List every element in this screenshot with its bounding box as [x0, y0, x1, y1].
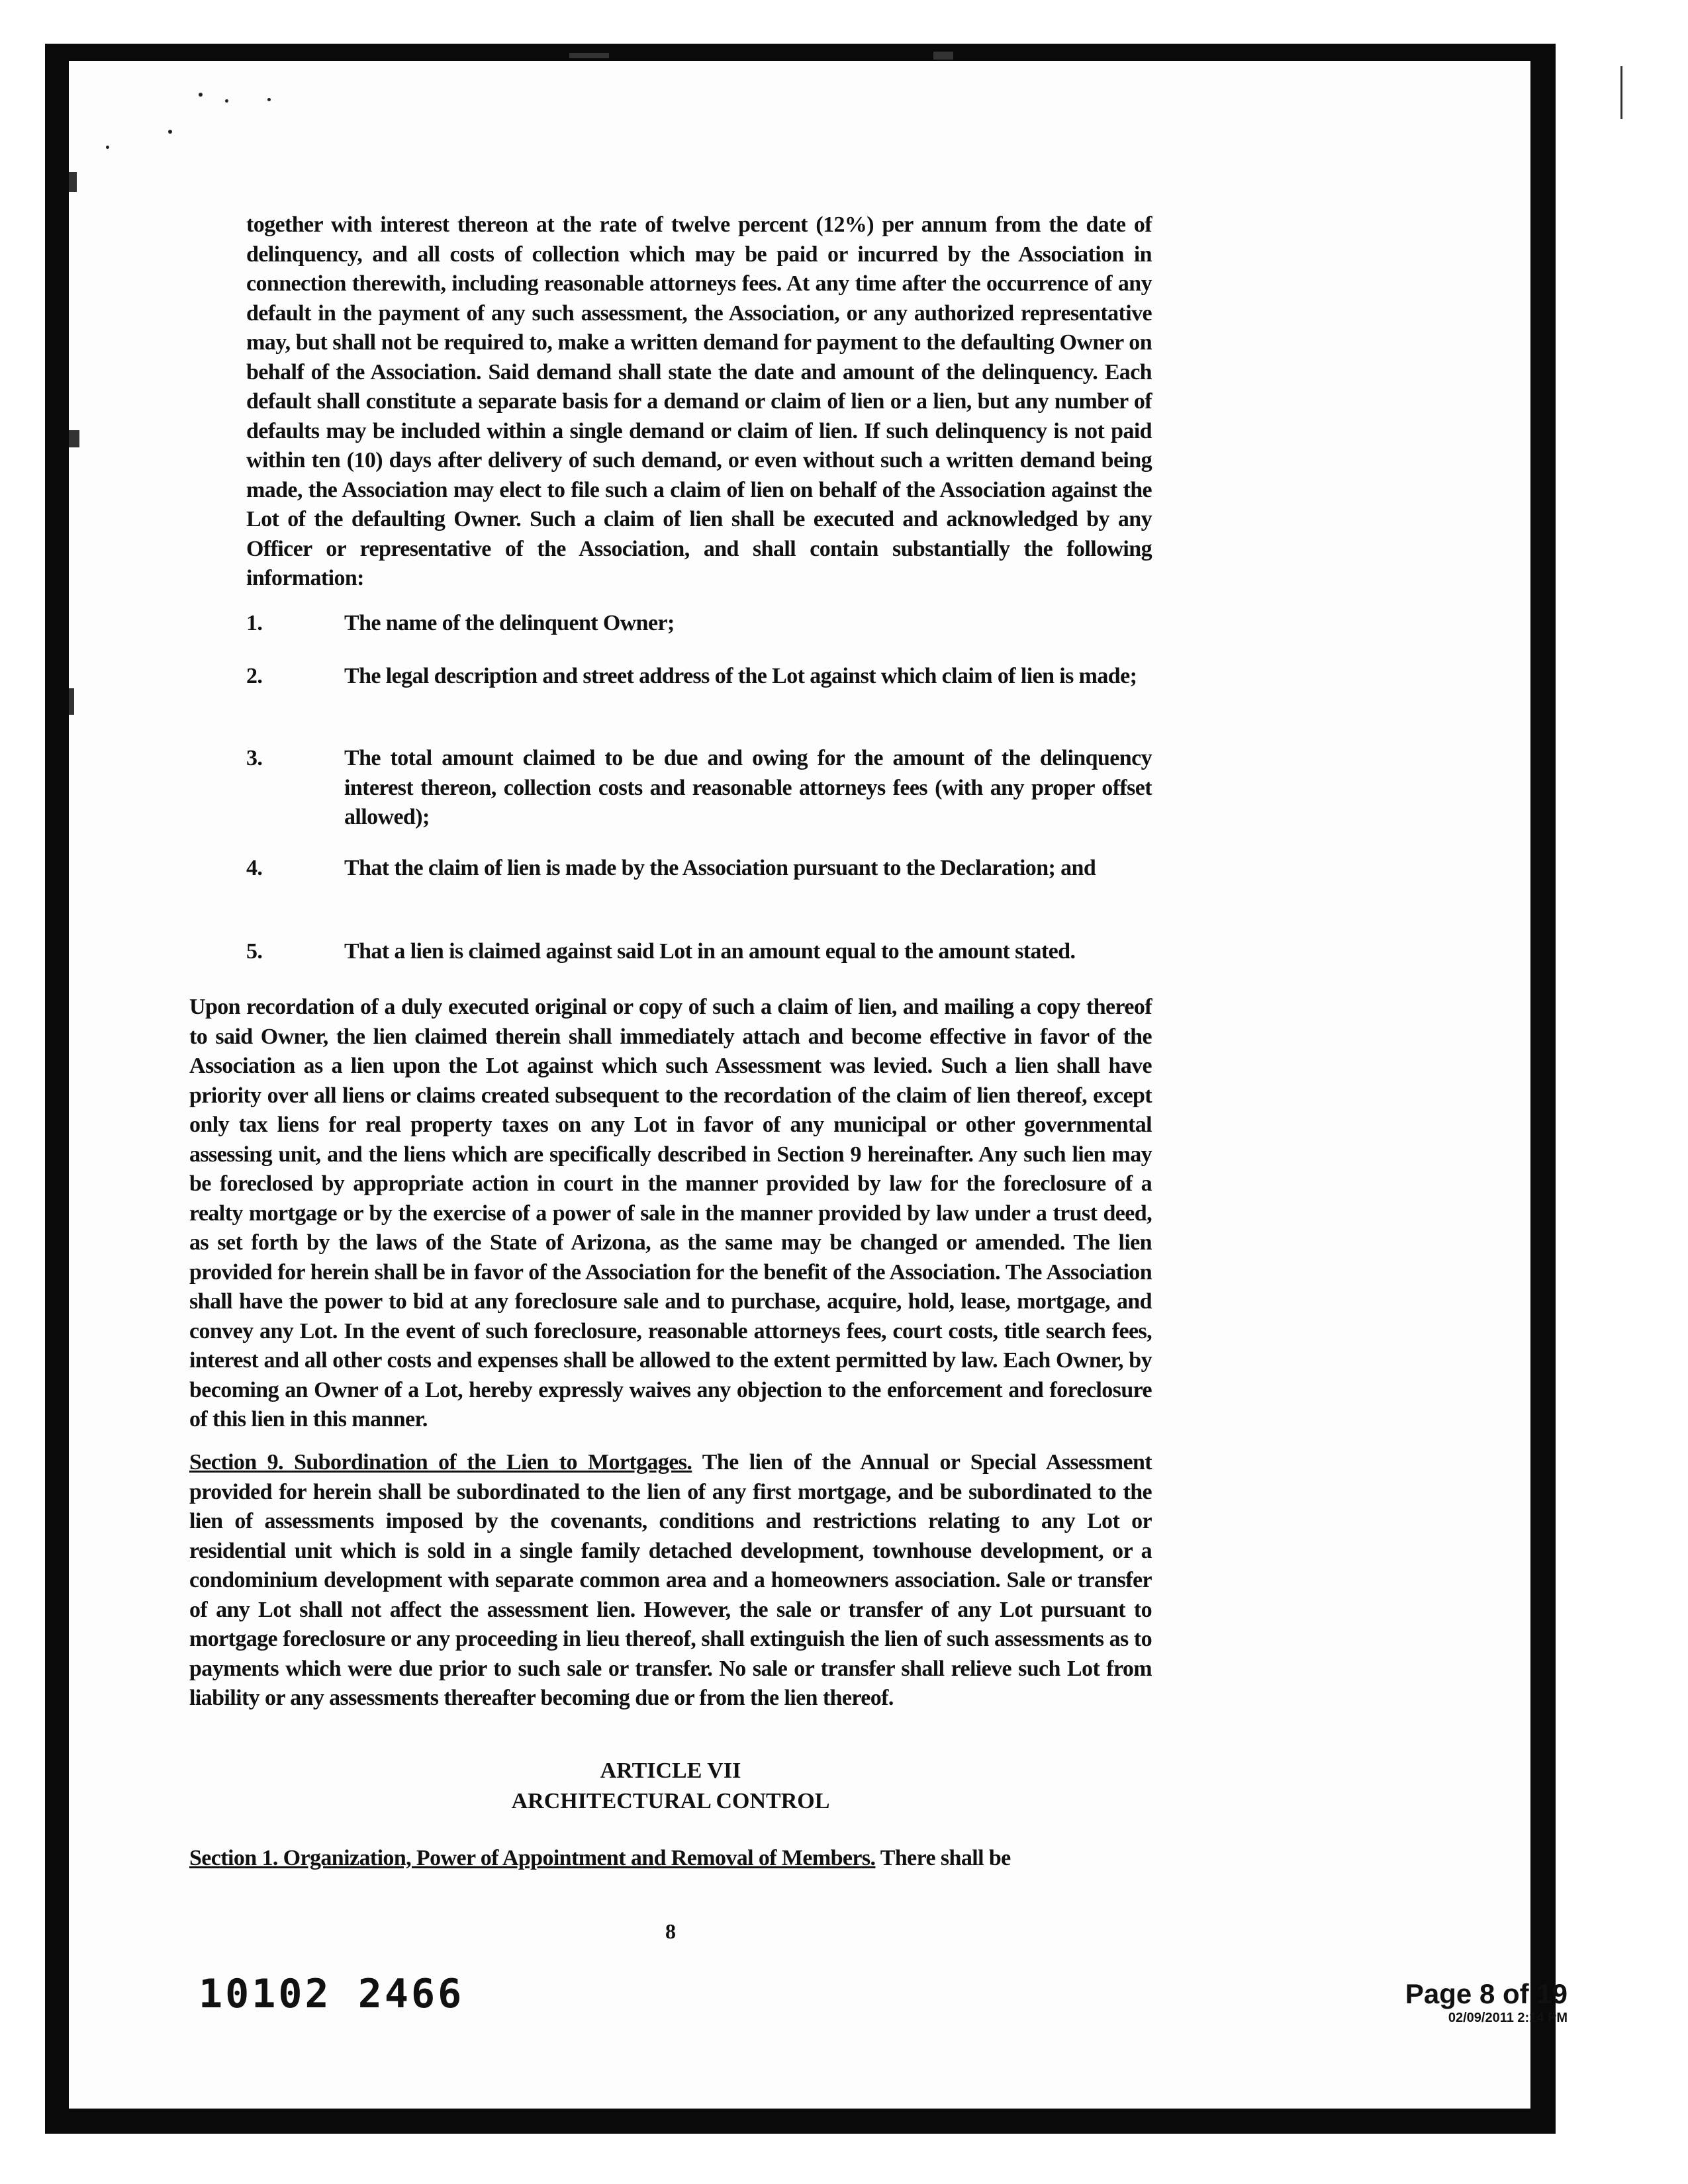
scan-edge-mark — [69, 688, 74, 715]
recording-stamp: 10102 2466 — [199, 1971, 465, 2017]
list-number: 3. — [246, 746, 263, 770]
page-counter: Page 8 of 19 — [1405, 1978, 1568, 2009]
list-text: The total amount claimed to be due and owing for the amount of the delinquency interest thereon, collection costs and reasonable attorneys fees (with any proper offset allowed); — [344, 746, 1152, 829]
section-9-heading: Section 9. Subordination of the Lien to Mortgages. — [189, 1450, 692, 1475]
list-text: That a lien is claimed against said Lot in an amount equal to the amount stated. — [344, 939, 1076, 964]
scan-edge-mark — [933, 52, 953, 60]
print-timestamp: 02/09/2011 2:14 PM — [1448, 2011, 1568, 2025]
list-number: 2. — [246, 664, 263, 688]
scan-edge-mark — [69, 430, 79, 447]
list-number: 5. — [246, 939, 263, 964]
article-title: ARCHITECTURAL CONTROL — [511, 1789, 830, 1813]
scan-speck — [106, 146, 109, 149]
list-number: 1. — [246, 611, 263, 635]
section-1-heading: Section 1. Organization, Power of Appointment and Removal of Members. — [189, 1846, 876, 1870]
intro-paragraph: together with interest thereon at the rate of twelve percent (12%) per annum from the date of delinquency, and all costs of collection which may be paid or incurred by the Association in connection therewith, including reasonable attorneys fees. At any time after the occurrence of any default in the payment of any such assessment, the Association, or any authorized representative may, but shall not be required to, make a written demand for payment to the defaulting Owner on behalf of the Association. Said demand shall state the date and amount of the delinquency. Each default shall constitute a separate basis for a demand or claim of lien or a lien, but any number of defaults may be included within a single demand or claim of lien. If such delinquency is not paid within ten (10) days after delivery of such demand, or even without such a written demand being made, the Association may elect to file such a claim of lien on behalf of the Association against the Lot of the defaulting Owner. Such a claim of lien shall be executed and acknowledged by any Officer or representative of the Association, and shall contain substantially the following information: — [246, 212, 1152, 590]
scan-edge-mark — [69, 172, 77, 192]
scan-edge-mark — [1620, 66, 1622, 119]
scan-edge-mark — [569, 53, 609, 58]
section-1-paragraph — [189, 1844, 1152, 1874]
list-text: The legal description and street address of the Lot against which claim of lien is made; — [344, 664, 1137, 688]
scan-speck — [267, 98, 271, 101]
scan-speck — [225, 99, 228, 103]
scan-speck — [199, 93, 203, 97]
list-text: That the claim of lien is made by the Association pursuant to the Declaration; and — [344, 856, 1096, 880]
article-number: ARTICLE VII — [600, 1758, 741, 1783]
section-9-paragraph — [189, 1448, 1152, 1713]
section-9-body: The lien of the Annual or Special Assessment provided for herein shall be subordinated to the lien of any first mortgage, and be subordinated to the lien of assessments imposed by the covenants, conditions and restrictions relating to any Lot or residential unit which is sold in a single family detached development, townhouse development, or a condominium development with separate common area and a homeowners association. Sale or transfer of any Lot shall not affect the assessment lien. However, the sale or transfer of any Lot pursuant to mortgage foreclosure or any proceeding in lieu thereof, shall extinguish the lien of such assessments as to payments which were due prior to such sale or transfer. No sale or transfer shall relieve such Lot from liability or any assessments thereafter becoming due or from the lien thereof. — [189, 1450, 1152, 1710]
scan-speck — [168, 130, 172, 134]
recordation-paragraph: Upon recordation of a duly executed original or copy of such a claim of lien, and mailing a copy thereof to said Owner, the lien claimed therein shall immediately attach and become effective in favor of the Association as a lien upon the Lot against which such Assessment was levied. Such a lien shall have priority over all liens or claims created subsequent to the recordation of the claim of lien thereof, except only tax liens for real property taxes on any Lot in favor of any municipal or other governmental assessing unit, and the liens which are specifically described in Section 9 hereinafter. Any such lien may be foreclosed by appropriate action in court in the manner provided by law for the foreclosure of a realty mortgage or by the exercise of a power of sale in the manner provided by law under a trust deed, as set forth by the laws of the State of Arizona, as the same may be changed or amended. The lien provided for herein shall be in favor of the Association for the benefit of the Association. The Association shall have the power to bid at any foreclosure sale and to purchase, acquire, hold, lease, mortgage, and convey any Lot. In the event of such foreclosure, reasonable attorneys fees, court costs, title search fees, interest and all other costs and expenses shall be allowed to the extent permitted by law. Each Owner, by becoming an Owner of a Lot, hereby expressly waives any objection to the enforcement and foreclosure of this lien in this manner. — [189, 995, 1152, 1432]
page-number: 8 — [665, 1919, 676, 1943]
list-number: 4. — [246, 856, 263, 880]
section-1-body: There shall be — [875, 1846, 1011, 1870]
list-text: The name of the delinquent Owner; — [344, 611, 675, 635]
